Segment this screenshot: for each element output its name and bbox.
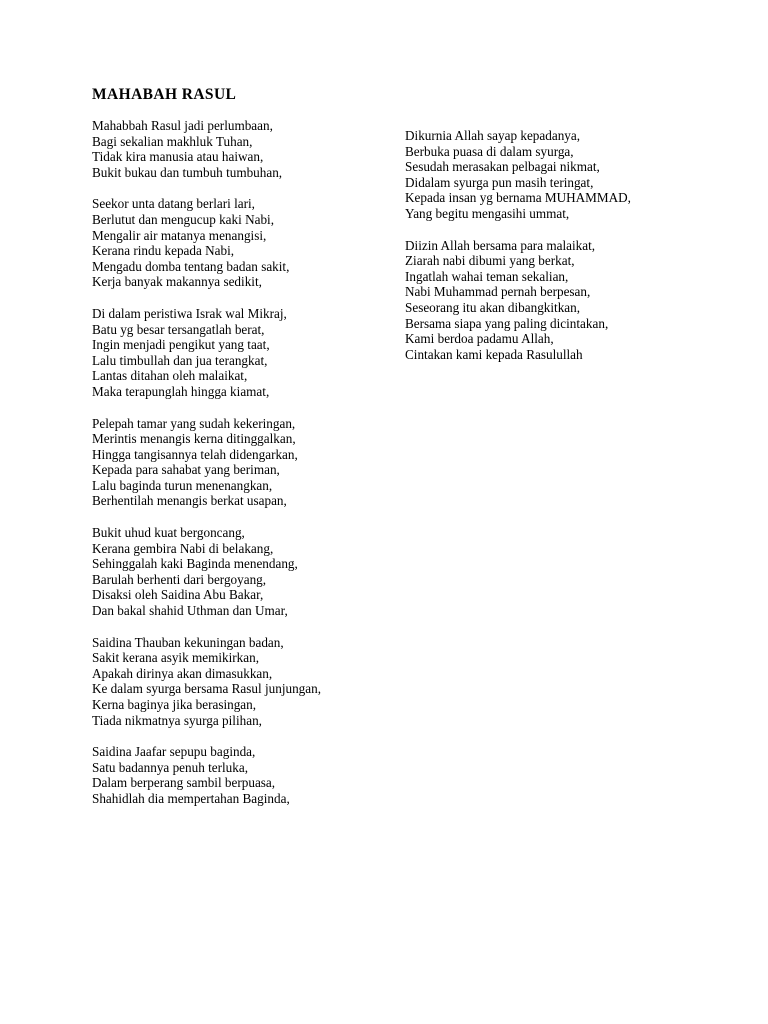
stanza xyxy=(92,118,382,180)
poem-line: Dalam berperang sambil berpuasa, xyxy=(92,775,276,791)
stanza xyxy=(92,635,382,729)
poem-line: Lantas ditahan oleh malaikat, xyxy=(92,368,248,384)
stanza xyxy=(92,744,382,806)
poem-line: Apakah dirinya akan dimasukkan, xyxy=(92,665,273,681)
poem-column-left xyxy=(92,118,382,807)
poem-line: Kepada insan yg bernama MUHAMMAD, xyxy=(405,190,631,206)
poem-line: Kerna baginya jika berasingan, xyxy=(92,697,257,712)
poem-line: Diizin Allah bersama para malaikat, xyxy=(405,237,596,253)
poem-line: Sesudah merasakan pelbagai nikmat, xyxy=(405,159,600,175)
poem-line: Kerana rindu kepada Nabi, xyxy=(92,243,235,259)
poem-line: Dan bakal shahid Uthman dan Umar, xyxy=(92,603,288,619)
stanza xyxy=(92,416,382,510)
poem-line: Ingin menjadi pengikut yang taat, xyxy=(92,337,270,353)
poem-line: Bersama siapa yang paling dicintakan, xyxy=(405,315,609,331)
poem-line: Bukit bukau dan tumbuh tumbuhan, xyxy=(92,164,283,180)
stanza xyxy=(92,306,382,400)
poem-line: Merintis menangis kerna ditinggalkan, xyxy=(92,431,296,447)
poem-line: Ingatlah wahai teman sekalian, xyxy=(405,268,569,284)
poem-line: Mengadu domba tentang badan sakit, xyxy=(92,258,290,274)
poem-line: Shahidlah dia mempertahan Baginda, xyxy=(92,790,290,806)
poem-line: Sakit kerana asyik memikirkan, xyxy=(92,650,259,666)
poem-line: Dikurnia Allah sayap kepadanya, xyxy=(405,128,581,143)
poem-line: Mengalir air matanya menangisi, xyxy=(92,227,267,243)
poem-line: Seekor unta datang berlari lari, xyxy=(92,196,255,212)
poem-line: Di dalam peristiwa Israk wal Mikraj, xyxy=(92,305,287,321)
poem-line: Lalu timbullah dan jua terangkat, xyxy=(92,352,268,368)
poem-line: Sehinggalah kaki Baginda menendang, xyxy=(92,556,298,572)
poem-line: Kami berdoa padamu Allah, xyxy=(405,331,554,347)
poem-line: Nabi Muhammad pernah berpesan, xyxy=(405,284,591,300)
poem-line: Yang begitu mengasihi ummat, xyxy=(405,205,570,221)
poem-line: Cintakan kami kepada Rasulullah xyxy=(405,346,583,362)
poem-line: Saidina Thauban kekuningan badan, xyxy=(92,634,284,650)
poem-line: Pelepah tamar yang sudah kekeringan, xyxy=(92,415,296,431)
poem-line: Kerana gembira Nabi di belakang, xyxy=(92,540,274,556)
stanza xyxy=(405,238,705,363)
stanza xyxy=(92,196,382,290)
poem-line: Ke dalam syurga bersama Rasul junjungan, xyxy=(92,681,322,697)
poem-line: Berlutut dan mengucup kaki Nabi, xyxy=(92,211,275,227)
poem-line: Satu badannya penuh terluka, xyxy=(92,759,249,775)
poem-line: Batu yg besar tersangatlah berat, xyxy=(92,321,265,337)
poem-line: Saidina Jaafar sepupu baginda, xyxy=(92,744,256,760)
stanza xyxy=(405,128,705,222)
poem-line: Berhentilah menangis berkat usapan, xyxy=(92,493,287,509)
poem-line: Seseorang itu akan dibangkitkan, xyxy=(405,299,581,315)
poem-line: Mahabbah Rasul jadi perlumbaan, xyxy=(92,118,273,133)
poem-line: Hingga tangisannya telah didengarkan, xyxy=(92,446,298,462)
poem-line: Kerja banyak makannya sedikit, xyxy=(92,274,262,290)
poem-line: Maka terapunglah hingga kiamat, xyxy=(92,383,270,399)
poem-line: Disaksi oleh Saidina Abu Bakar, xyxy=(92,587,264,603)
poem-column-right xyxy=(405,128,705,362)
poem-line: Tidak kira manusia atau haiwan, xyxy=(92,149,264,165)
poem-line: Lalu baginda turun menenangkan, xyxy=(92,477,273,493)
poem-line: Bagi sekalian makhluk Tuhan, xyxy=(92,133,253,149)
poem-line: Bukit uhud kuat bergoncang, xyxy=(92,525,245,541)
poem-line: Kepada para sahabat yang beriman, xyxy=(92,462,280,478)
poem-line: Tiada nikmatnya syurga pilihan, xyxy=(92,712,262,728)
poem-line: Barulah berhenti dari bergoyang, xyxy=(92,571,267,587)
poem-line: Didalam syurga pun masih teringat, xyxy=(405,174,594,190)
poem-line: Ziarah nabi dibumi yang berkat, xyxy=(405,253,575,269)
stanza xyxy=(92,525,382,619)
poem-line: Berbuka puasa di dalam syurga, xyxy=(405,143,574,159)
page-title: MAHABAH RASUL xyxy=(92,86,237,103)
